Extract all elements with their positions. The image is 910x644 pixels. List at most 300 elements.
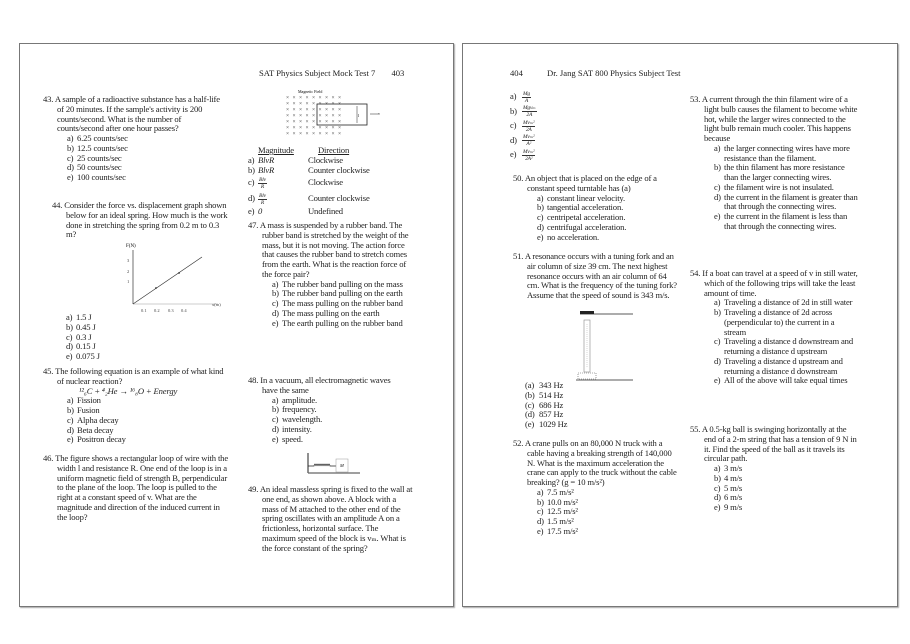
option-letter: a) xyxy=(714,142,721,153)
option-text: Positron decay xyxy=(77,434,126,445)
answer-option[interactable] xyxy=(714,212,860,232)
option-letter: c) xyxy=(272,414,279,424)
answer-option[interactable] xyxy=(272,435,408,445)
field-cross-mark: × xyxy=(331,119,335,125)
fraction xyxy=(522,105,537,118)
option-letter: a) xyxy=(67,133,74,143)
field-cross-mark: × xyxy=(299,125,303,131)
option-letter: a) xyxy=(272,278,279,289)
answer-options xyxy=(272,396,408,445)
xtick: 0.3 xyxy=(168,308,174,313)
field-cross-mark: × xyxy=(318,95,322,101)
field-cross-mark: × xyxy=(338,119,342,125)
field-cross-mark: × xyxy=(338,125,342,131)
numerator: Blv xyxy=(259,192,266,199)
field-cross-mark: × xyxy=(292,119,296,125)
question-text: A mass is suspended by a rubber band. The rubber band is stretched by the weight of the mass, but it is not moving. The action force that causes the rubber band to stretch comes from the earth. What is the reaction force of the force pair? xyxy=(259,220,409,279)
option-text: 5 m/s xyxy=(724,482,743,493)
field-cross-mark: × xyxy=(338,107,342,113)
field-cross-mark: × xyxy=(331,107,335,113)
question-text: An ideal massless spring is fixed to the wall at one end, as shown above. A block with a mass of M attached to the other end of the spring oscillates with an amplitude A on a frictionless, horizontal surface. The maximum speed of the block is vₘ. What is the force constant of the spring? xyxy=(259,484,413,553)
field-cross-mark: × xyxy=(286,101,290,107)
option-letter: d) xyxy=(714,191,721,202)
field-cross-mark: × xyxy=(331,125,335,131)
answer-options xyxy=(714,298,858,386)
option-letter: b) xyxy=(510,105,517,116)
question-number: 45. xyxy=(43,366,54,376)
question-number: 46. xyxy=(43,453,54,463)
option-letter: a) xyxy=(537,486,544,497)
field-cross-mark: × xyxy=(325,107,329,113)
denominator: R xyxy=(260,199,265,206)
answer-option[interactable] xyxy=(714,376,858,386)
option-text: 686 Hz xyxy=(539,399,564,410)
answer-option[interactable] xyxy=(248,175,433,191)
option-text: 857 Hz xyxy=(539,409,564,420)
option-letter: b) xyxy=(66,321,73,332)
option-letter: d) xyxy=(272,307,279,318)
question-46 xyxy=(43,454,228,522)
question-number: 52. xyxy=(513,438,524,448)
option-text: The rubber band pulling on the mass xyxy=(282,278,403,289)
answer-option[interactable] xyxy=(537,527,678,537)
option-letter: d) xyxy=(510,134,517,145)
field-cross-mark: × xyxy=(305,131,309,137)
answer-options-49 xyxy=(510,90,675,163)
option-letter: d) xyxy=(714,492,721,503)
option-letter: c) xyxy=(537,506,544,517)
field-cross-mark: × xyxy=(286,113,290,119)
option-text: amplitude. xyxy=(282,394,318,405)
field-cross-mark: × xyxy=(338,101,342,107)
question-number: 53. xyxy=(690,94,701,104)
option-text: centripetal acceleration. xyxy=(547,212,626,222)
option-letter: e) xyxy=(66,351,73,361)
answer-options xyxy=(714,464,860,513)
field-cross-mark: × xyxy=(331,95,335,101)
option-text: 3 m/s xyxy=(724,463,743,473)
field-cross-mark: × xyxy=(292,95,296,101)
column-magnitude: Magnitude xyxy=(258,145,294,155)
field-cross-mark: × xyxy=(286,125,290,131)
option-letter: b) xyxy=(537,496,544,507)
question-stem xyxy=(690,425,860,464)
field-cross-mark: × xyxy=(286,95,290,101)
option-text: the current in the filament is less than that through the connecting wires. xyxy=(724,211,848,231)
option-direction: Counter clockwise xyxy=(308,193,370,204)
option-text: the thin filament has more resistance than the larger connecting wires. xyxy=(724,162,845,182)
question-text: An object that is placed on the edge of a constant speed turntable has (a) xyxy=(524,173,657,193)
magnetic-field-loop-figure xyxy=(282,88,382,144)
answer-option[interactable] xyxy=(510,134,675,149)
option-letter: c) xyxy=(510,120,517,131)
option-letter: b) xyxy=(67,405,74,415)
numerator: Mgvₘ xyxy=(523,105,536,112)
answer-option[interactable] xyxy=(714,144,860,164)
graph-xlabel: x(m) xyxy=(212,302,221,307)
option-magnitude xyxy=(258,193,308,206)
answer-option[interactable] xyxy=(248,191,433,207)
question-number: 49. xyxy=(248,484,259,494)
option-letter: c) xyxy=(714,482,721,493)
field-cross-mark: × xyxy=(292,125,296,131)
option-text: 1.5 m/s² xyxy=(547,516,574,526)
option-text: 12.5 m/s² xyxy=(547,506,578,517)
field-cross-mark: × xyxy=(325,119,329,125)
ytick: 1 xyxy=(127,279,130,284)
field-cross-mark: × xyxy=(305,125,309,131)
answer-option[interactable] xyxy=(714,163,860,183)
option-letter: d) xyxy=(67,162,74,173)
option-letter: a) xyxy=(537,192,544,203)
question-number: 48. xyxy=(248,375,259,385)
answer-option[interactable] xyxy=(714,503,860,513)
option-text: All of the above will take equal times xyxy=(724,375,848,386)
question-47 xyxy=(248,221,413,328)
option-letter: d) xyxy=(67,424,74,435)
page-number: 403 xyxy=(391,68,405,78)
question-54 xyxy=(690,269,858,386)
field-cross-mark: × xyxy=(299,95,303,101)
option-text: 514 Hz xyxy=(539,389,564,400)
answer-options-44 xyxy=(52,313,230,362)
denominator: 2A xyxy=(525,126,532,133)
field-cross-mark: × xyxy=(299,113,303,119)
question-number: 47. xyxy=(248,220,259,230)
option-letter: c) xyxy=(67,414,74,425)
option-text: 12.5 counts/sec xyxy=(77,142,128,153)
answer-options-46 xyxy=(248,146,433,217)
option-text: frequency. xyxy=(282,404,317,415)
option-letter: c) xyxy=(537,212,544,222)
question-44 xyxy=(52,201,230,240)
question-text: If a boat can travel at a speed of v in still water, which of the following trips will take the least amount of time. xyxy=(702,268,858,298)
option-text: the filament wire is not insulated. xyxy=(724,181,834,192)
field-cross-mark: × xyxy=(299,119,303,125)
answer-option[interactable] xyxy=(714,357,858,377)
fraction xyxy=(522,134,535,147)
option-text: 25 counts/sec xyxy=(77,152,122,163)
option-text: 6 m/s xyxy=(724,492,743,503)
option-text: 343 Hz xyxy=(539,380,564,390)
option-direction: Counter clockwise xyxy=(308,164,370,175)
option-letter: d) xyxy=(537,516,544,526)
option-letter: c) xyxy=(67,152,74,163)
question-stem xyxy=(690,95,860,144)
answer-option[interactable] xyxy=(272,319,413,329)
option-text: Beta decay xyxy=(77,424,114,435)
option-letter: b) xyxy=(537,202,544,213)
question-stem xyxy=(248,485,413,553)
field-cross-mark: × xyxy=(312,95,316,101)
option-letter: e) xyxy=(537,525,544,536)
resonance-tube-figure xyxy=(570,306,636,386)
option-text: 7.5 m/s² xyxy=(547,486,574,497)
fraction xyxy=(258,193,267,206)
option-magnitude xyxy=(258,177,308,190)
answer-options-51 xyxy=(513,381,678,430)
velocity-label: v xyxy=(378,111,380,116)
field-cross-mark: × xyxy=(318,101,322,107)
option-letter: d) xyxy=(66,341,73,352)
denominator: R xyxy=(260,183,265,190)
answer-option[interactable] xyxy=(510,90,675,105)
question-stem xyxy=(43,454,228,522)
question-text: A 0.5-kg ball is swinging horizontally at the end of a 2-m string that has a tension of 9 N in it. Find the speed of the ball as it travels its circular path. xyxy=(701,424,857,464)
fraction xyxy=(258,177,267,190)
numerator: Blv xyxy=(259,176,266,183)
option-letter: a) xyxy=(714,463,721,473)
option-magnitude: 0 xyxy=(258,206,263,217)
field-cross-mark: × xyxy=(305,113,309,119)
question-number: 50. xyxy=(513,173,524,183)
question-text: Consider the force vs. displacement graph shown below for an ideal spring. How much is the work done in stretching the spring from 0.2 m to 0.3 m? xyxy=(64,200,228,240)
field-cross-mark: × xyxy=(312,107,316,113)
field-cross-mark: × xyxy=(286,131,290,137)
option-text: no acceleration. xyxy=(547,231,599,242)
question-43 xyxy=(43,95,228,183)
option-magnitude: BlvR xyxy=(258,154,275,165)
option-text: 10.0 m/s² xyxy=(547,496,578,507)
option-letter: c) xyxy=(714,181,721,192)
answer-options xyxy=(272,280,413,329)
fraction xyxy=(522,120,535,133)
header-title: SAT Physics Subject Mock Test 7 xyxy=(259,68,376,78)
option-letter: c) xyxy=(714,336,721,347)
field-cross-mark: × xyxy=(325,125,329,131)
question-52 xyxy=(513,439,678,537)
option-letter: b) xyxy=(714,472,721,483)
field-cross-mark: × xyxy=(318,107,322,113)
fraction xyxy=(522,91,531,104)
option-text: Fission xyxy=(77,395,101,406)
option-letter: e) xyxy=(67,172,74,182)
option-text: the current in the filament is greater than that through the connecting wires. xyxy=(724,191,858,212)
question-stem xyxy=(43,95,228,134)
question-45 xyxy=(43,367,228,445)
field-cross-mark: × xyxy=(286,119,290,125)
field-cross-mark: × xyxy=(305,119,309,125)
option-text: tangential acceleration. xyxy=(547,202,624,213)
answer-options xyxy=(67,396,228,445)
option-text: 1.5 J xyxy=(76,312,92,322)
field-cross-mark: × xyxy=(305,101,309,107)
question-stem xyxy=(43,367,228,387)
field-cross-mark: × xyxy=(305,107,309,113)
option-text: Traveling a distance d upstream and returning a distance d downstream xyxy=(724,355,843,376)
answer-option[interactable] xyxy=(66,352,230,362)
answer-option[interactable] xyxy=(714,337,858,357)
field-cross-mark: × xyxy=(338,131,342,137)
option-letter: c) xyxy=(272,298,279,308)
fraction xyxy=(522,149,535,162)
question-stem xyxy=(690,269,858,298)
answer-options xyxy=(66,313,230,362)
question-stem xyxy=(513,252,678,301)
option-letter: a) xyxy=(248,154,255,165)
option-text: speed. xyxy=(282,433,303,444)
option-text: 6.25 counts/sec xyxy=(77,133,128,143)
field-cross-mark: × xyxy=(331,101,335,107)
option-direction: Clockwise xyxy=(308,177,343,188)
field-cross-mark: × xyxy=(312,131,316,137)
option-letter: e) xyxy=(272,433,279,444)
field-cross-mark: × xyxy=(312,101,316,107)
question-50 xyxy=(513,174,678,242)
option-letter: d) xyxy=(272,423,279,434)
option-letter: a) xyxy=(66,312,73,322)
option-letter: b) xyxy=(714,162,721,173)
page-number: 404 xyxy=(510,68,523,78)
option-letter: e) xyxy=(714,502,721,512)
field-cross-mark: × xyxy=(318,119,322,125)
numerator: Mvₘ² xyxy=(523,148,535,155)
field-cross-mark: × xyxy=(286,107,290,113)
field-cross-mark: × xyxy=(292,101,296,107)
option-text: 17.5 m/s² xyxy=(547,525,578,536)
option-letter: (e) xyxy=(525,419,535,429)
option-letter: e) xyxy=(272,317,279,328)
numerator: Mg xyxy=(523,90,531,97)
question-stem xyxy=(52,201,230,240)
option-letter: e) xyxy=(248,206,255,217)
left-page-header xyxy=(259,68,404,78)
denominator: A xyxy=(524,97,529,104)
graph-ylabel: F(N) xyxy=(126,244,136,249)
question-stem xyxy=(248,221,413,280)
option-text: 0.15 J xyxy=(76,341,96,352)
option-direction: Clockwise xyxy=(308,154,343,165)
answer-option[interactable] xyxy=(248,166,433,176)
right-page-header xyxy=(510,68,681,78)
question-stem xyxy=(513,174,678,194)
field-cross-mark: × xyxy=(325,95,329,101)
question-text: A resonance occurs with a tuning fork and an air column of size 39 cm. The next highest resonance occurs with an air column of 64 cm. What is the frequency of the tuning fork? Assume that the speed of sound is 343 m/s. xyxy=(524,251,677,300)
option-text: The mass pulling on the rubber band xyxy=(282,298,403,308)
option-text: The earth pulling on the rubber band xyxy=(282,317,403,328)
option-text: constant linear velocity. xyxy=(547,192,626,203)
answer-option[interactable] xyxy=(248,207,433,217)
question-text: The figure shows a rectangular loop of wire with the width l and resistance R. One end of the loop is in a uniform magnetic field of strength B, perpendicular to the plane of the loop. The loop is pulled to the right at a constant speed of v. What are the magnitude and direction of the induced current in the loop? xyxy=(55,453,228,522)
option-text: centrifugal acceleration. xyxy=(547,221,627,232)
force-displacement-graph xyxy=(120,238,230,318)
question-text: A sample of a radioactive substance has a half-life of 20 minutes. If the sample's activity is 200 counts/second. What is the number of counts/second after one hour passes? xyxy=(54,94,220,134)
answer-option[interactable] xyxy=(510,119,675,134)
question-48 xyxy=(248,376,408,444)
field-cross-mark: × xyxy=(292,131,296,137)
option-text: wavelength. xyxy=(282,414,323,424)
option-text: The rubber band pulling on the earth xyxy=(282,288,403,299)
answer-option[interactable] xyxy=(525,420,678,430)
options-header xyxy=(258,146,433,156)
option-letter: d) xyxy=(537,221,544,232)
numerator: Mvₘ² xyxy=(523,134,535,141)
xtick: 0.2 xyxy=(154,308,160,313)
field-cross-mark: × xyxy=(325,113,329,119)
option-text: intensity. xyxy=(282,423,312,434)
answer-option[interactable] xyxy=(714,308,858,337)
option-text: Traveling a distance of 2d in still water xyxy=(724,297,853,308)
column-direction: Direction xyxy=(318,145,350,155)
option-letter: b) xyxy=(248,164,255,175)
denominator: 2A xyxy=(526,112,533,119)
ytick: 3 xyxy=(127,258,130,263)
option-letter: a) xyxy=(510,91,517,102)
question-number: 44. xyxy=(52,200,63,210)
field-cross-mark: × xyxy=(318,131,322,137)
answer-options xyxy=(525,381,678,430)
option-text: 100 counts/sec xyxy=(77,172,126,182)
option-text: 1029 Hz xyxy=(539,419,568,429)
option-letter: b) xyxy=(272,404,279,415)
option-text: 0.45 J xyxy=(76,321,96,332)
answer-option[interactable] xyxy=(510,105,675,120)
field-cross-mark: × xyxy=(299,107,303,113)
field-cross-mark: × xyxy=(312,125,316,131)
answer-option[interactable] xyxy=(67,435,228,445)
question-number: 55. xyxy=(690,424,701,434)
field-label: Magnetic Field xyxy=(298,89,323,94)
option-text: 0.075 J xyxy=(76,351,100,361)
block-label: M xyxy=(340,463,344,468)
option-magnitude: BlvR xyxy=(258,164,275,175)
option-letter: d) xyxy=(248,193,255,204)
field-cross-mark: × xyxy=(318,125,322,131)
answer-options xyxy=(714,144,860,232)
field-cross-mark: × xyxy=(338,113,342,119)
field-cross-mark: × xyxy=(292,107,296,113)
numerator: Mvₘ² xyxy=(523,119,535,126)
question-text: In a vacuum, all electromagnetic waves have the same xyxy=(260,375,391,395)
answer-option[interactable] xyxy=(537,233,678,243)
question-49 xyxy=(248,485,413,553)
question-stem xyxy=(513,439,678,488)
question-number: 43. xyxy=(43,94,54,104)
option-text: Alpha decay xyxy=(77,414,119,425)
option-letter: e) xyxy=(714,375,721,386)
option-letter: c) xyxy=(66,331,73,342)
answer-option[interactable] xyxy=(510,148,675,163)
answer-option[interactable] xyxy=(714,193,860,213)
field-cross-mark: × xyxy=(331,131,335,137)
question-text: The following equation is an example of what kind of nuclear reaction? xyxy=(55,366,224,386)
option-text: Fusion xyxy=(77,405,100,415)
ytick: 2 xyxy=(127,269,130,274)
option-letter: (a) xyxy=(525,380,535,390)
field-cross-mark: × xyxy=(312,113,316,119)
field-cross-mark: × xyxy=(318,113,322,119)
field-cross-mark: × xyxy=(325,101,329,107)
option-letter: b) xyxy=(67,142,74,153)
option-letter: e) xyxy=(537,231,544,242)
option-letter: a) xyxy=(272,394,279,405)
xtick: 0.4 xyxy=(181,308,187,313)
spring-block-figure xyxy=(305,451,363,477)
option-text: The mass pulling on the earth xyxy=(282,307,380,318)
option-letter: (d) xyxy=(525,409,535,420)
question-53 xyxy=(690,95,860,232)
option-letter: e) xyxy=(67,434,74,445)
option-text: 0.3 J xyxy=(76,331,92,342)
option-text: the larger connecting wires have more resistance than the filament. xyxy=(724,142,850,163)
field-cross-mark: × xyxy=(299,131,303,137)
option-text: 50 counts/sec xyxy=(77,162,122,173)
answer-options xyxy=(67,134,228,183)
answer-option[interactable] xyxy=(67,173,228,183)
option-letter: (c) xyxy=(525,399,535,410)
option-text: Traveling a distance of 2d across (perpendicular to) the current in a stream xyxy=(724,307,835,337)
option-letter: c) xyxy=(248,177,255,188)
